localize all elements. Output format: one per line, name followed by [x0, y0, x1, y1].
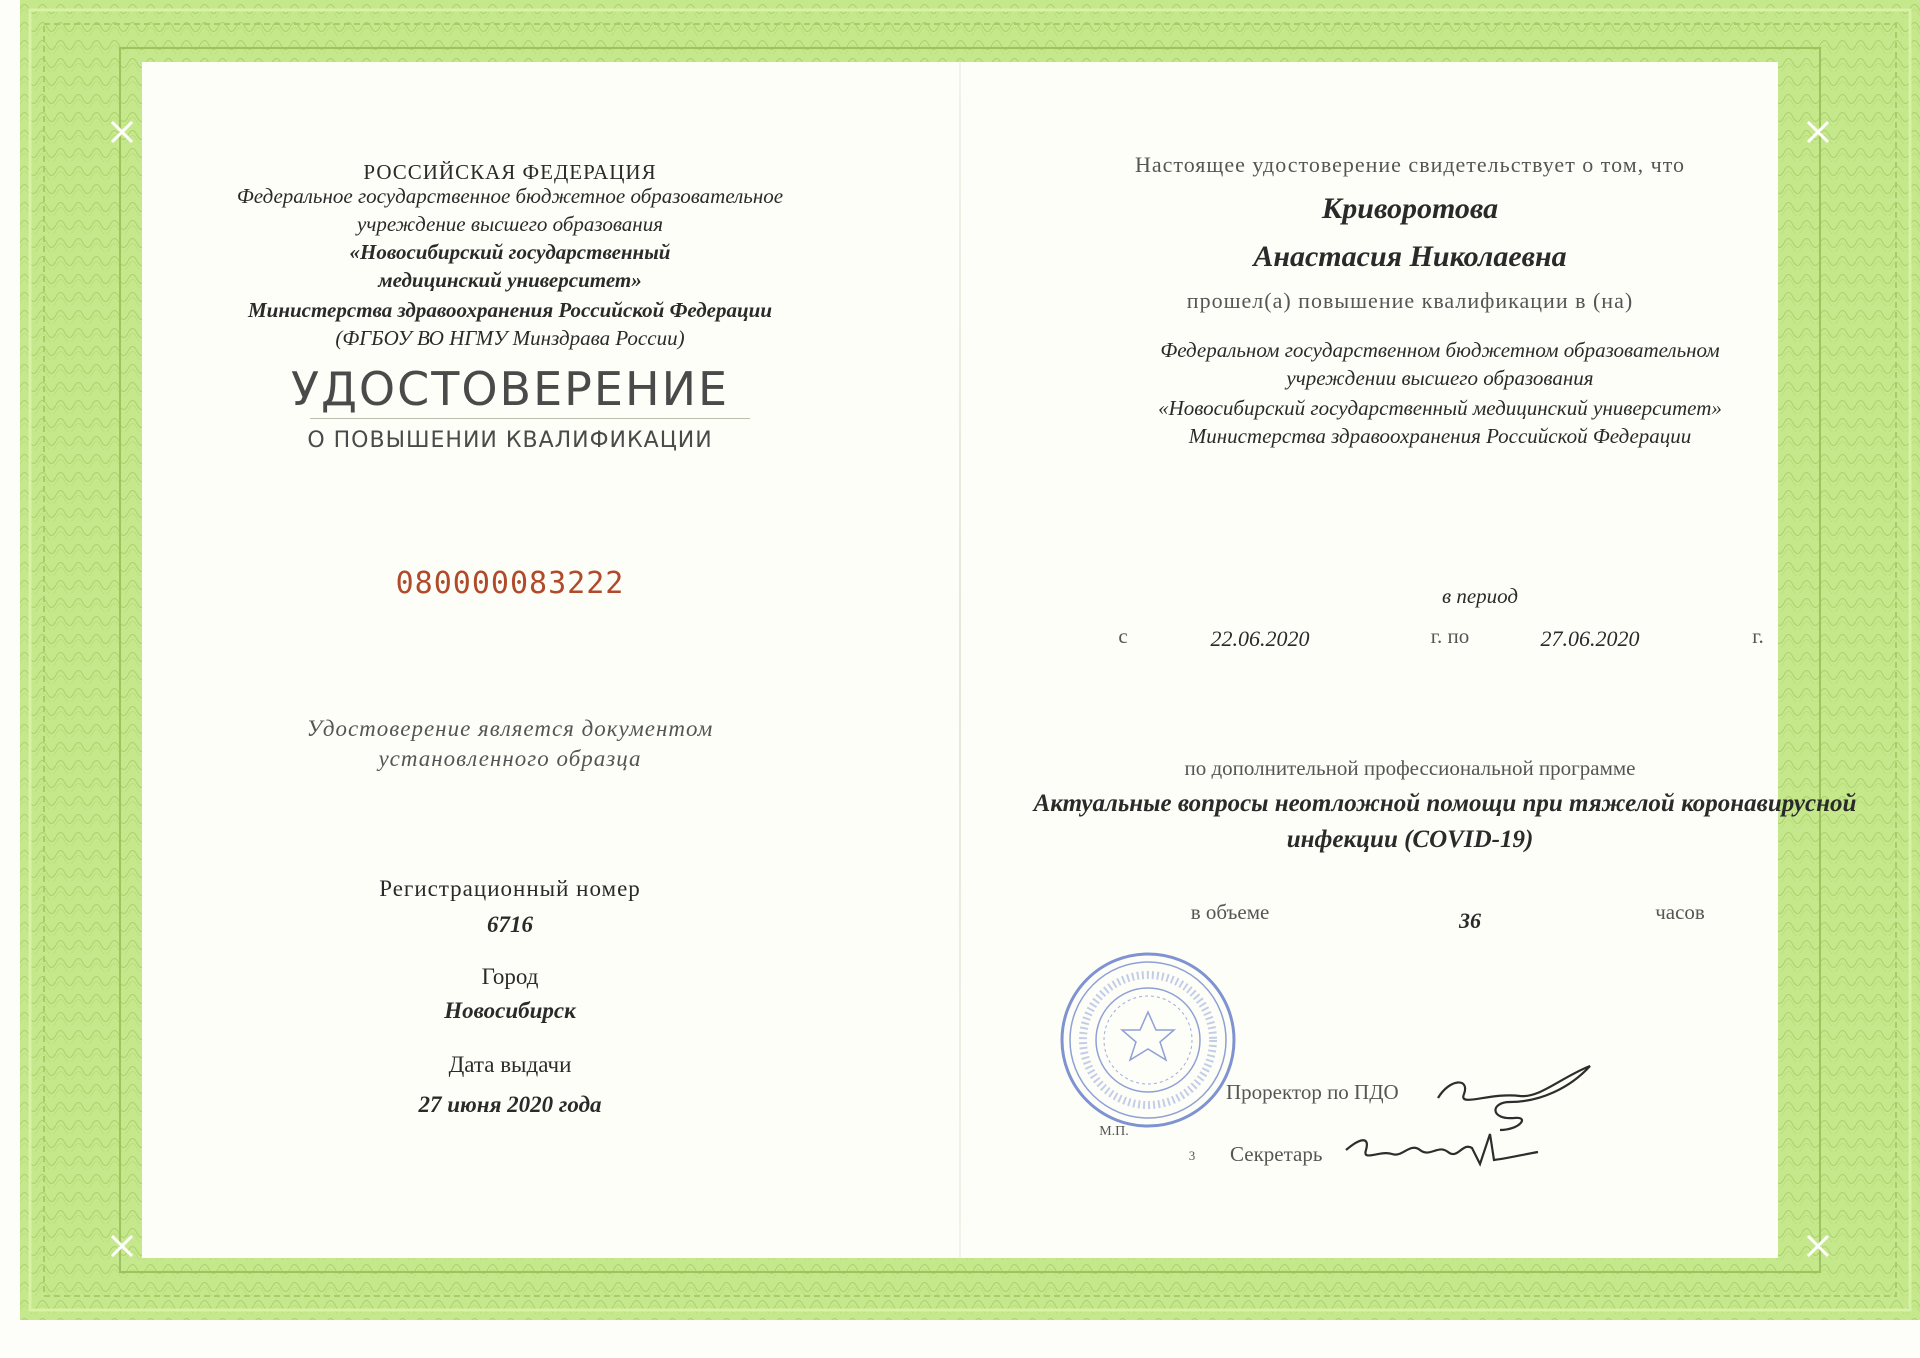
document-subtitle: О ПОВЫШЕНИИ КВАЛИФИКАЦИИ	[307, 428, 713, 453]
volume-value: 36	[1459, 908, 1481, 933]
secretary-signature-icon	[1340, 1120, 1540, 1180]
document-title: УДОСТОВЕРЕНИЕ	[290, 362, 730, 416]
right-institution-line: учреждении высшего образования	[1286, 366, 1594, 390]
reg-number-value: 6716	[487, 912, 533, 937]
ribbon-ornament-icon	[1804, 1232, 1832, 1260]
institution-line: Федеральное государственное бюджетное образовательное	[236, 184, 784, 208]
program-title: Актуальные вопросы неотложной помощи при тяжелой коронавирусной	[1033, 790, 1857, 817]
year-suffix: г.	[1752, 624, 1764, 648]
issue-date-label: Дата выдачи	[448, 1052, 572, 1077]
prorector-label: Проректор по ПДО	[1226, 1080, 1399, 1104]
secretary-label: Секретарь	[1230, 1142, 1323, 1166]
official-seal-stamp	[1058, 950, 1238, 1130]
mp-label: М.П.	[1099, 1124, 1129, 1139]
ribbon-ornament-icon	[1804, 118, 1832, 146]
passed-text: прошел(а) повышение квалификации в (на)	[1186, 288, 1634, 313]
from-prefix: с	[1118, 624, 1128, 648]
right-institution-line: Федеральном государственном бюджетном образовательном	[1160, 338, 1720, 362]
program-title: инфекции (COVID-19)	[1286, 826, 1534, 853]
ribbon-ornament-icon	[108, 1232, 136, 1260]
mid-text: г. по	[1430, 624, 1470, 648]
volume-unit: часов	[1655, 900, 1705, 924]
program-label: по дополнительной профессиональной программе	[1184, 756, 1636, 780]
serial-number: 080000083222	[395, 566, 625, 601]
period-label: в период	[1441, 584, 1519, 608]
city-value: Новосибирск	[444, 998, 576, 1023]
institution-line: «Новосибирский государственный	[349, 240, 671, 264]
validity-note: установленного образца	[378, 746, 642, 771]
institution-line: (ФГБОУ ВО НГМУ Минздрава России)	[335, 326, 685, 350]
date-to: 27.06.2020	[1540, 626, 1640, 651]
institution-line: Министерства здравоохранения Российской Федерации	[247, 298, 773, 322]
spread-fold	[959, 62, 961, 1258]
issue-date-value: 27 июня 2020 года	[418, 1092, 602, 1117]
holder-name: Анастасия Николаевна	[1253, 240, 1567, 273]
city-label: Город	[481, 964, 539, 989]
date-from: 22.06.2020	[1210, 626, 1310, 651]
holder-surname: Криворотова	[1321, 192, 1499, 225]
right-institution-line: Министерства здравоохранения Российской Федерации	[1188, 424, 1692, 448]
reg-number-label: Регистрационный номер	[379, 876, 641, 901]
title-underline	[310, 418, 750, 419]
mark-3: 3	[1188, 1148, 1196, 1163]
institution-line: учреждение высшего образования	[357, 212, 663, 236]
validity-note: Удостоверение является документом	[306, 716, 714, 741]
institution-line: медицинский университет»	[378, 268, 642, 292]
volume-label: в объеме	[1190, 900, 1270, 924]
ribbon-ornament-icon	[108, 118, 136, 146]
intro-text: Настоящее удостоверение свидетельствует о том, что	[1134, 152, 1686, 177]
right-institution-line: «Новосибирский государственный медицинский университет»	[1158, 396, 1722, 420]
country-heading: РОССИЙСКАЯ ФЕДЕРАЦИЯ	[363, 160, 657, 184]
